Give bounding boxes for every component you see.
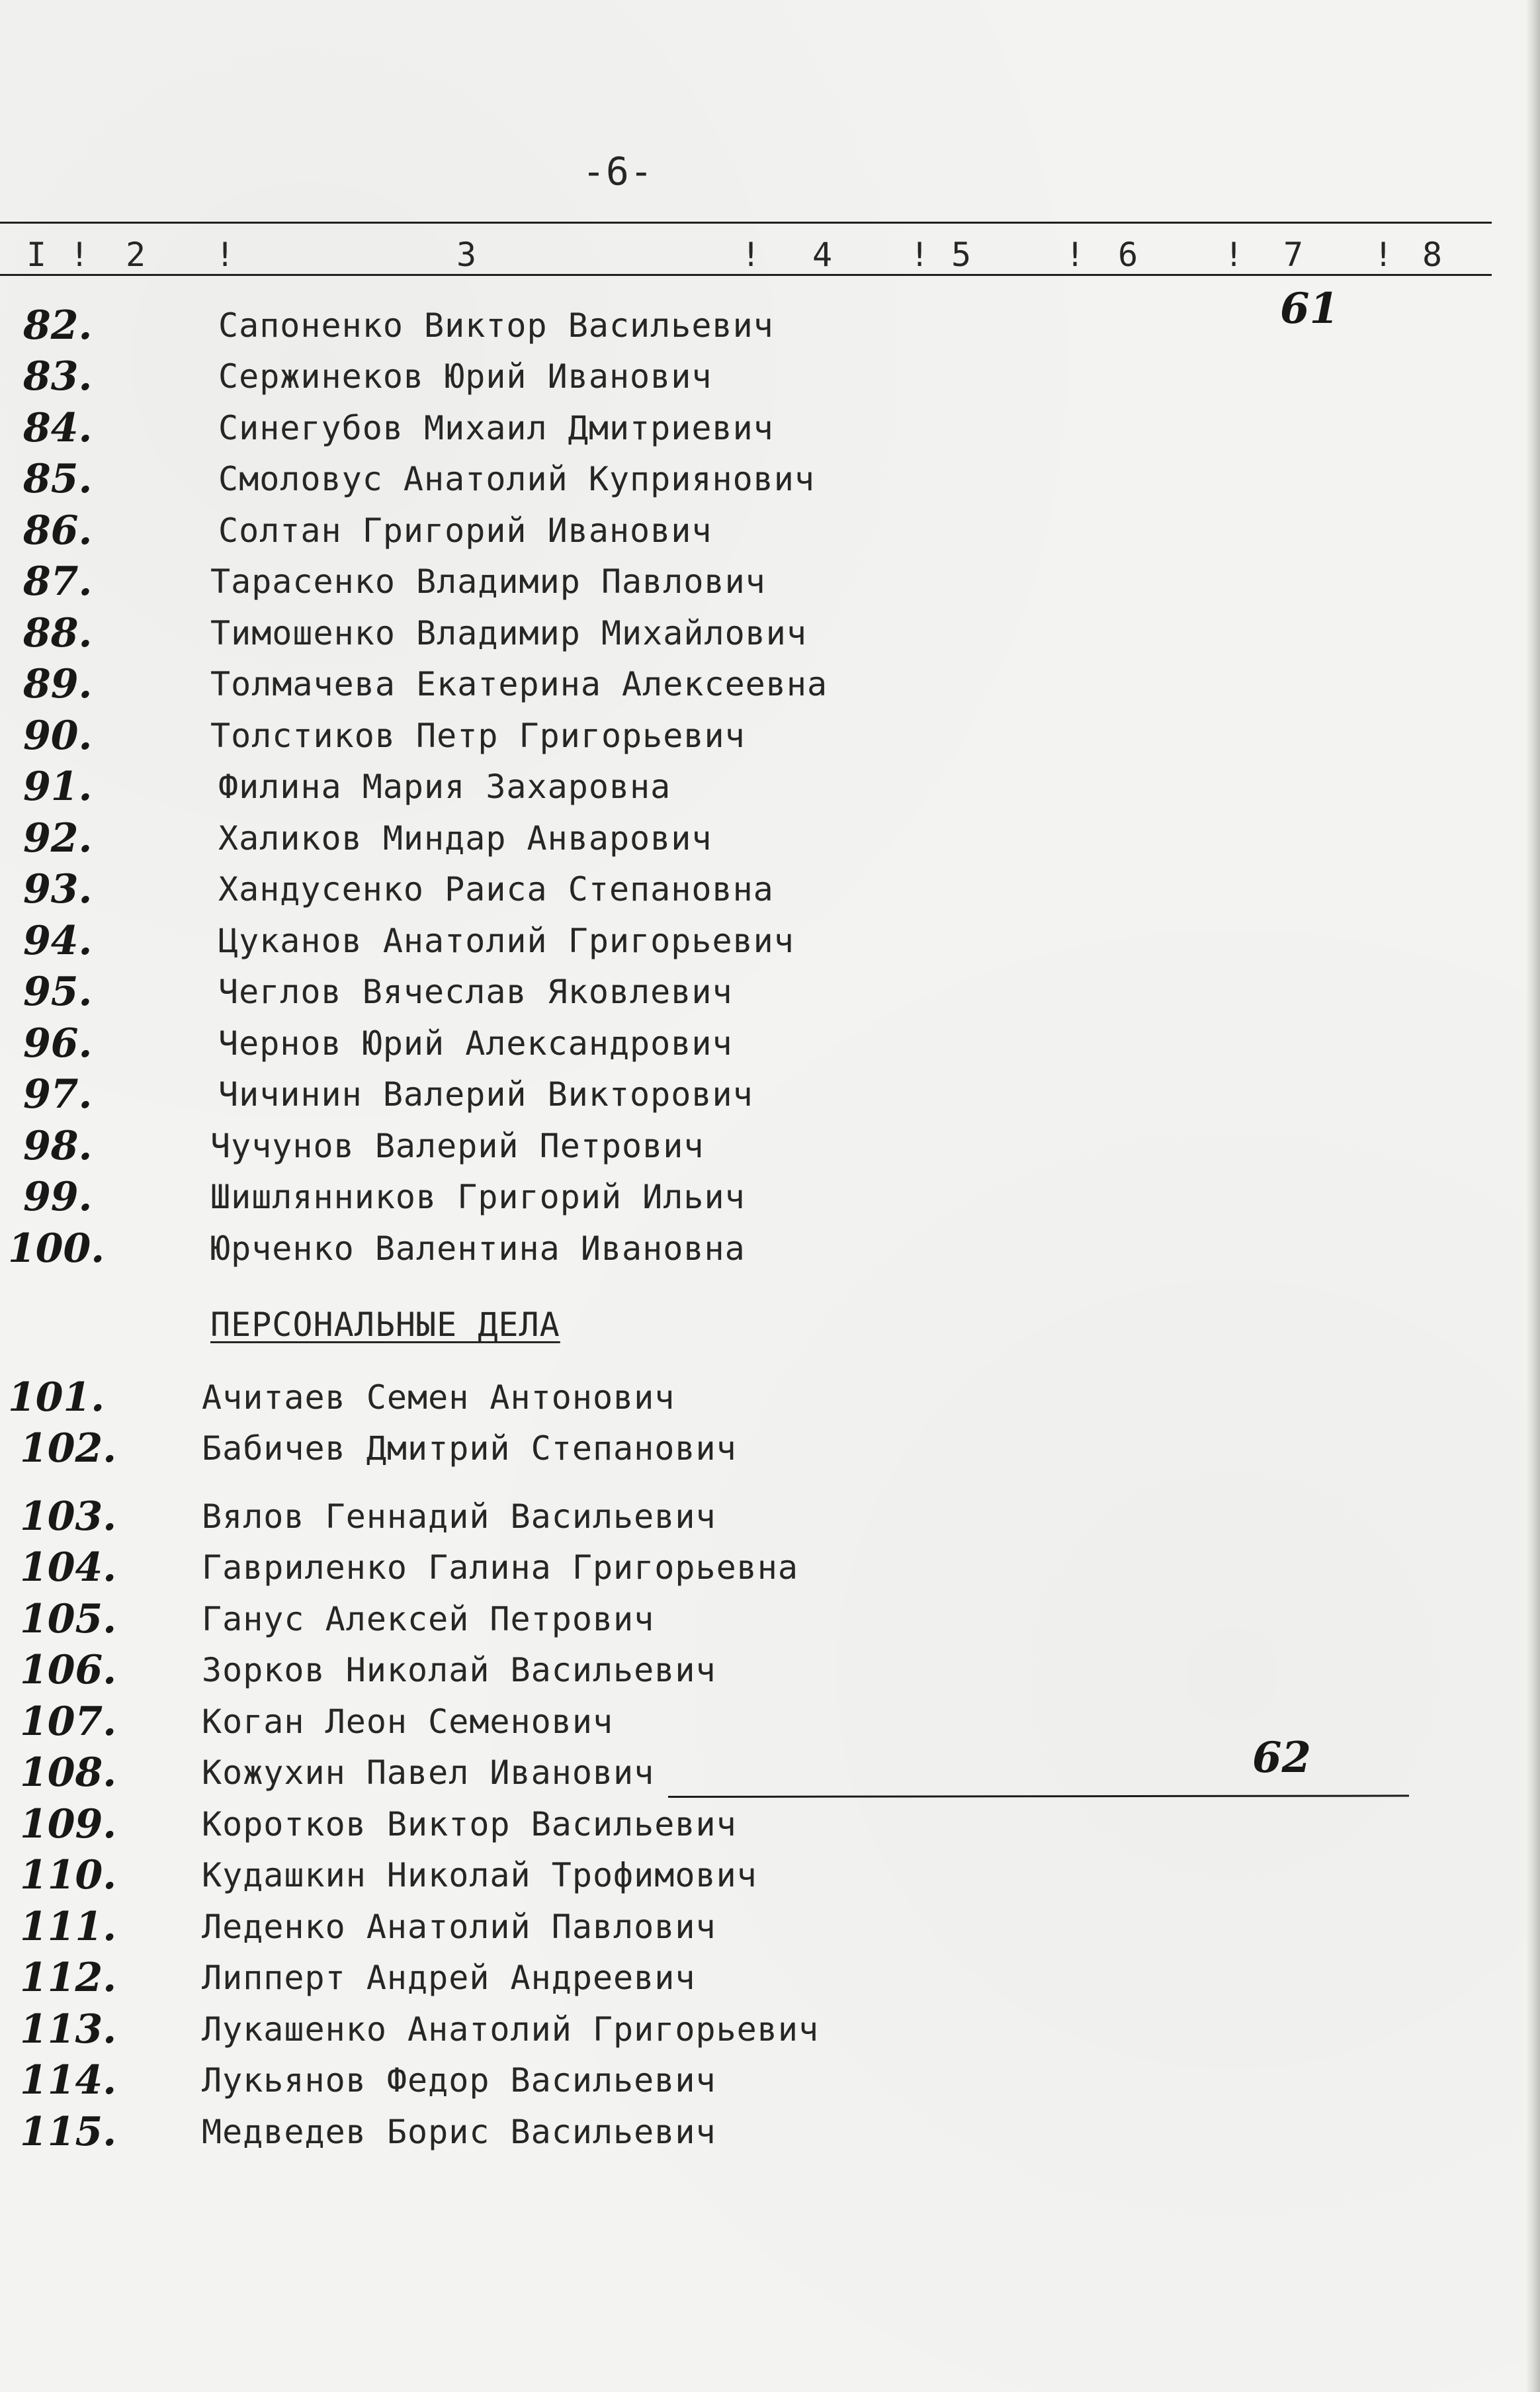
entry-name: Зорков Николай Васильевич (202, 1651, 716, 1689)
entry-name: Халиков Миндар Анварович (218, 819, 712, 858)
entry-number: 84. (23, 405, 93, 451)
header-column-5: 5 (951, 236, 972, 274)
entry-number: 100. (8, 1225, 105, 1272)
entry-name: Коротков Виктор Васильевич (202, 1805, 737, 1843)
header-column-4: 4 (812, 236, 834, 274)
entry-name: Тарасенко Владимир Павлович (210, 562, 766, 601)
entry-name: Чичинин Валерий Викторович (218, 1075, 753, 1114)
entry-number: 112. (20, 1955, 117, 2001)
entry-number: 109. (20, 1801, 117, 1847)
entry-number: 89. (23, 661, 93, 707)
entry-name: Шишлянников Григорий Ильич (210, 1178, 746, 1216)
entry-number: 101. (8, 1374, 105, 1421)
entry-number: 94. (23, 918, 93, 964)
entry-name: Тимошенко Владимир Михайлович (210, 614, 807, 652)
header-separator-3: ! (741, 236, 762, 274)
entry-name: Юрченко Валентина Ивановна (210, 1229, 746, 1268)
table-top-rule (0, 222, 1492, 224)
entry-number: 115. (20, 2109, 117, 2155)
entry-name: Кудашкин Николай Трофимович (202, 1856, 757, 1894)
entry-number: 106. (20, 1647, 117, 1693)
entry-number: 91. (23, 764, 93, 810)
entry-number: 103. (20, 1493, 117, 1540)
entry-name: Смоловус Анатолий Куприянович (218, 460, 815, 498)
entry-name: Гавриленко Галина Григорьевна (202, 1548, 798, 1587)
entry-number: 104. (20, 1544, 117, 1591)
entry-number: 111. (20, 1904, 117, 1950)
entry-number: 90. (23, 713, 93, 759)
entry-name: Коган Леон Семенович (202, 1703, 614, 1741)
entry-name: Хандусенко Раиса Степановна (218, 870, 774, 908)
page-number: -6- (582, 149, 654, 194)
entry-number: 114. (20, 2057, 117, 2104)
paper-edge-shadow (1525, 0, 1540, 2392)
entry-number: 86. (23, 508, 93, 554)
header-column-7: 7 (1283, 236, 1305, 274)
sheet-divider-rule (668, 1794, 1409, 1798)
entry-number: 99. (23, 1174, 93, 1220)
entry-name: Ачитаев Семен Антонович (202, 1378, 675, 1417)
entry-name: Солтан Григорий Иванович (218, 511, 712, 550)
header-column-1: I (26, 236, 48, 274)
entry-number: 110. (20, 1852, 117, 1898)
entry-name: Цуканов Анатолий Григорьевич (218, 922, 794, 960)
entry-name: Чеглов Вячеслав Яковлевич (218, 973, 733, 1011)
entry-number: 87. (23, 558, 93, 605)
entry-name: Чучунов Валерий Петрович (210, 1127, 705, 1165)
entry-number: 92. (23, 815, 93, 862)
entry-number: 83. (23, 353, 93, 400)
entry-number: 102. (20, 1425, 117, 1472)
sheet-note-62: 62 (1252, 1733, 1312, 1783)
entry-name: Толстиков Петр Григорьевич (210, 717, 746, 755)
entry-name: Сержинеков Юрий Иванович (218, 357, 712, 396)
entry-name: Толмачева Екатерина Алексеевна (210, 665, 828, 703)
header-column-3: 3 (456, 236, 478, 274)
header-column-2: 2 (126, 236, 147, 274)
header-separator-5: ! (1065, 236, 1086, 274)
entry-name: Вялов Геннадий Васильевич (202, 1497, 716, 1536)
entry-name: Лукашенко Анатолий Григорьевич (202, 2010, 820, 2049)
header-separator-2: ! (215, 236, 236, 274)
entry-number: 108. (20, 1750, 117, 1796)
entry-number: 85. (23, 456, 93, 502)
entry-name: Чернов Юрий Александрович (218, 1024, 733, 1063)
entry-number: 82. (23, 302, 93, 349)
header-separator-1: ! (69, 236, 91, 274)
header-column-6: 6 (1118, 236, 1139, 274)
entry-name: Кожухин Павел Иванович (202, 1753, 655, 1792)
entry-number: 97. (23, 1071, 93, 1118)
header-separator-4: ! (910, 236, 931, 274)
header-separator-6: ! (1224, 236, 1245, 274)
sheet-note-61: 61 (1280, 284, 1340, 333)
header-column-8: 8 (1422, 236, 1443, 274)
entry-name: Синегубов Михаил Дмитриевич (218, 409, 774, 447)
entry-name: Ганус Алексей Петрович (202, 1600, 655, 1638)
table-header-rule (0, 274, 1492, 276)
entry-number: 98. (23, 1123, 93, 1169)
entry-name: Лукьянов Федор Васильевич (202, 2061, 716, 2100)
header-separator-7: ! (1373, 236, 1394, 274)
entry-name: Филина Мария Захаровна (218, 768, 671, 806)
entry-number: 88. (23, 610, 93, 656)
entry-name: Липперт Андрей Андреевич (202, 1959, 696, 1997)
section-title-personal-files: ПЕРСОНАЛЬНЫЕ ДЕЛА (210, 1306, 560, 1344)
entry-number: 107. (20, 1699, 117, 1745)
entry-number: 105. (20, 1596, 117, 1642)
entry-number: 113. (20, 2006, 117, 2053)
entry-name: Леденко Анатолий Павлович (202, 1908, 716, 1946)
entry-number: 96. (23, 1020, 93, 1067)
entry-number: 95. (23, 969, 93, 1015)
entry-name: Медведев Борис Васильевич (202, 2113, 716, 2151)
entry-name: Бабичев Дмитрий Степанович (202, 1429, 737, 1468)
entry-name: Сапоненко Виктор Васильевич (218, 306, 774, 345)
entry-number: 93. (23, 866, 93, 912)
